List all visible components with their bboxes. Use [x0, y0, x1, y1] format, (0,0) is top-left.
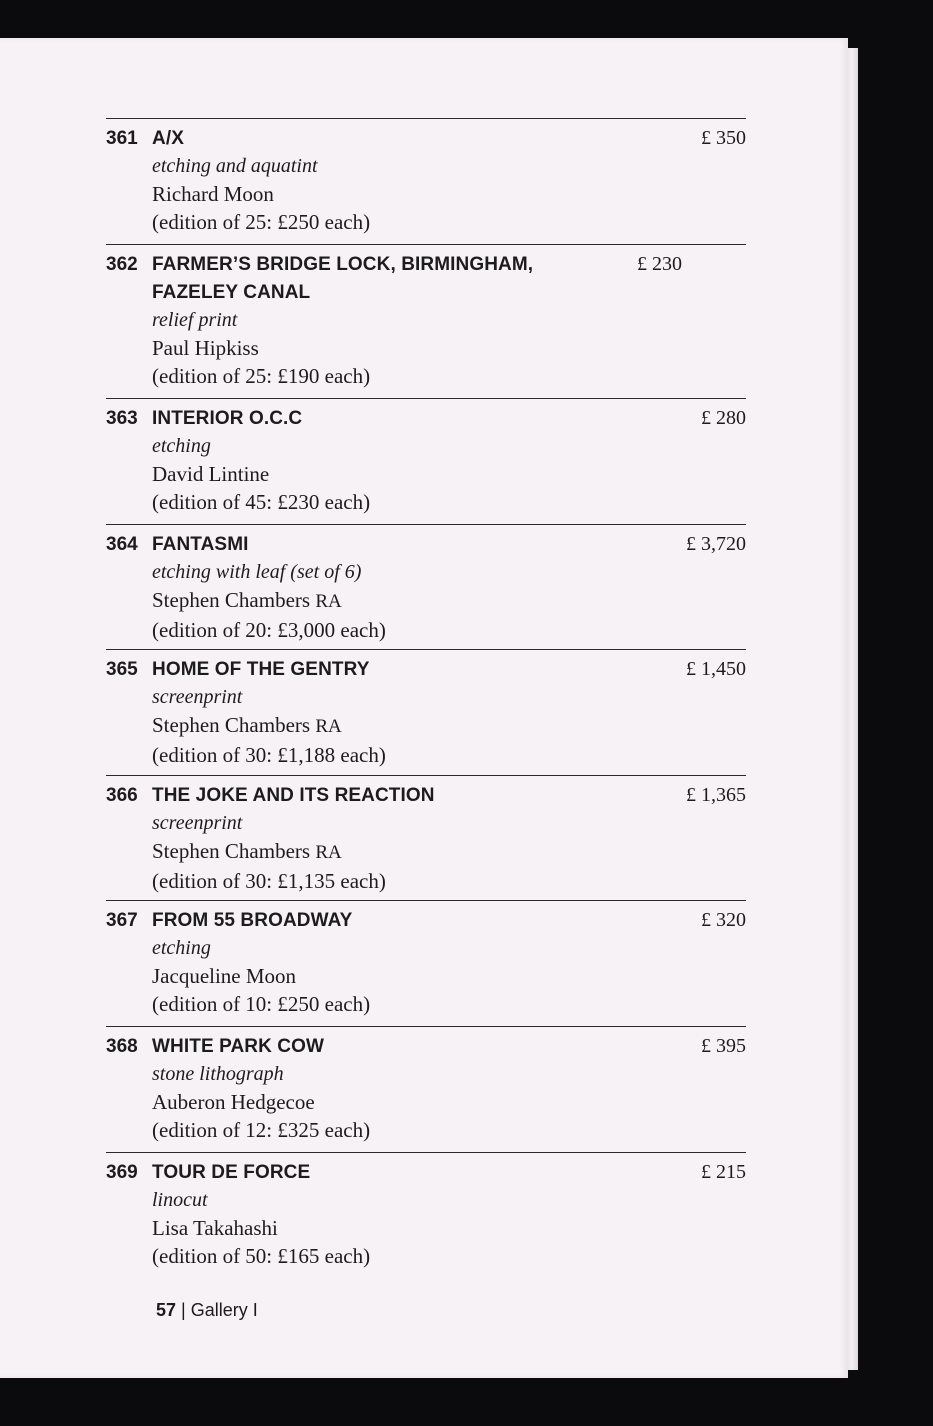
medium: stone lithograph — [152, 1063, 284, 1085]
price: £ 230 — [637, 253, 682, 275]
edition-info: (edition of 30: £1,135 each) — [152, 869, 386, 893]
ra-honour: RA — [315, 716, 342, 737]
medium: relief print — [152, 309, 238, 331]
lot-number: 363 — [106, 408, 138, 429]
lot-number: 362 — [106, 254, 138, 275]
edition-info: (edition of 30: £1,188 each) — [152, 743, 386, 767]
price: £ 215 — [701, 1161, 746, 1183]
section-name: Gallery I — [190, 1300, 258, 1320]
medium: etching — [152, 937, 211, 959]
price: £ 1,365 — [686, 784, 746, 806]
ra-honour: RA — [315, 591, 342, 612]
edition-info: (edition of 25: £190 each) — [152, 364, 371, 388]
artist-name: Stephen Chambers RA — [152, 839, 342, 863]
edition-info: (edition of 25: £250 each) — [152, 210, 371, 234]
artist-name: Jacqueline Moon — [152, 964, 297, 988]
lot-number: 364 — [106, 534, 138, 555]
edition-info: (edition of 10: £250 each) — [152, 992, 371, 1016]
catalogue-entry — [106, 649, 746, 769]
artist-name: David Lintine — [152, 462, 270, 486]
lot-number: 367 — [106, 910, 138, 931]
catalogue-entry — [106, 398, 746, 516]
catalogue-entry — [106, 1152, 746, 1270]
medium: screenprint — [152, 686, 243, 708]
artwork-title: FROM 55 BROADWAY — [152, 910, 353, 931]
artist-name: Paul Hipkiss — [152, 336, 259, 360]
medium: screenprint — [152, 812, 243, 834]
artwork-title: TOUR DE FORCE — [152, 1162, 311, 1183]
artwork-title: FARMER’S BRIDGE LOCK, BIRMINGHAM, FAZELEY CANAL — [152, 254, 534, 303]
artwork-title: FANTASMI — [152, 534, 249, 555]
lot-number: 369 — [106, 1162, 138, 1183]
edition-info: (edition of 45: £230 each) — [152, 490, 371, 514]
medium: linocut — [152, 1189, 208, 1211]
price: £ 350 — [701, 127, 746, 149]
catalogue-entry — [106, 1026, 746, 1144]
edition-info: (edition of 50: £165 each) — [152, 1244, 371, 1268]
lot-number: 365 — [106, 659, 138, 680]
page-stack-edge — [848, 48, 858, 1370]
page-footer — [156, 1300, 258, 1321]
ra-honour: RA — [315, 842, 342, 863]
artist-name: Auberon Hedgecoe — [152, 1090, 315, 1114]
edition-info: (edition of 20: £3,000 each) — [152, 618, 386, 642]
lot-number: 361 — [106, 128, 138, 149]
artwork-title: THE JOKE AND ITS REACTION — [152, 785, 435, 806]
artwork-title: HOME OF THE GENTRY — [152, 659, 370, 680]
medium: etching — [152, 435, 211, 457]
price: £ 280 — [701, 407, 746, 429]
price: £ 1,450 — [686, 658, 746, 680]
price: £ 3,720 — [686, 533, 746, 555]
lot-number: 368 — [106, 1036, 138, 1057]
catalogue-entry — [106, 244, 746, 390]
artist-name: Lisa Takahashi — [152, 1216, 278, 1240]
artwork-title: INTERIOR O.C.C — [152, 408, 303, 429]
medium: etching with leaf (set of 6) — [152, 561, 362, 583]
artwork-title: WHITE PARK COW — [152, 1036, 325, 1057]
artwork-title: A/X — [152, 128, 184, 149]
price: £ 395 — [701, 1035, 746, 1057]
footer-separator: | — [181, 1300, 186, 1320]
medium: etching and aquatint — [152, 155, 318, 177]
lot-number: 366 — [106, 785, 138, 806]
artist-name: Richard Moon — [152, 182, 274, 206]
catalogue-entry — [106, 775, 746, 895]
catalogue-entry — [106, 900, 746, 1018]
artist-name: Stephen Chambers RA — [152, 588, 342, 612]
page-number: 57 — [156, 1300, 177, 1320]
price: £ 320 — [701, 909, 746, 931]
catalogue-entry — [106, 118, 746, 236]
artist-name: Stephen Chambers RA — [152, 713, 342, 737]
edition-info: (edition of 12: £325 each) — [152, 1118, 371, 1142]
catalogue-entry — [106, 524, 746, 644]
catalogue-page — [0, 38, 848, 1378]
